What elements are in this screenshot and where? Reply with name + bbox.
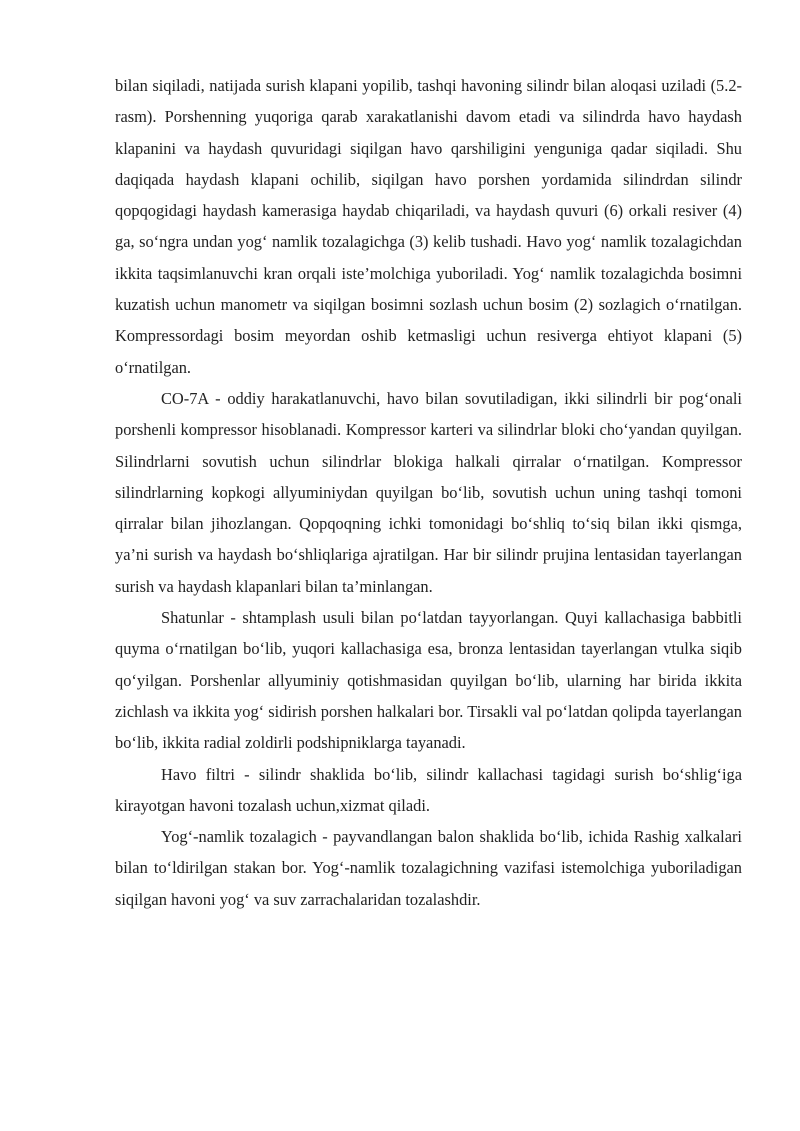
paragraph-shatunlar: Shatunlar - shtamplash usuli bilan po‘latdan tayyorlangan. Quyi kallachasiga babbitli quyma o‘rnatilgan bo‘lib, yuqori kallachasiga esa, bronza lentasidan tayerlangan vtulka siqib qo‘yilgan. Porshenlar allyuminiy qotishmasidan quyilgan bo‘lib, ularning har birida ikkita zichlash va ikkita yog‘ sidirish porshen halkalari bor. Tirsakli val po‘latdan qolipda tayerlangan bo‘lib, ikkita radial zoldirli podshipniklarga tayanadi. — [115, 608, 742, 753]
paragraph-havo-filtri: Havo filtri - silindr shaklida bo‘lib, silindr kallachasi tagidagi surish bo‘shlig‘iga kirayotgan havoni tozalash uchun,xizmat qiladi. — [115, 764, 742, 815]
paragraph-co7a-description: CO-7A - oddiy harakatlanuvchi, havo bilan sovutiladigan, ikki silindrli bir pog‘onali porshenli kompressor hisoblanadi. Kompressor karteri va silindrlar bloki cho‘yandan quyilgan. Silindrlarni sovutish uchun silindrlar blokiga halkali qirralar o‘rnatilgan. Kompressor silindrlarning kopkogi allyuminiydan quyilgan bo‘lib, sovutish uchun uning tashqi tomoni qirralar bilan jihozlangan. Qopqoqning ichki tomonidagi bo‘shliq to‘siq bilan ikki qismga, ya’ni surish va haydash bo‘shliqlariga ajratilgan. Har bir silindr prujina lentasidan tayerlangan surish va haydash klapanlari bilan ta’minlangan. — [115, 388, 742, 596]
document-page — [115, 70, 742, 915]
paragraph-yog-namlik-tozalagich: Yog‘-namlik tozalagich - payvandlangan balon shaklida bo‘lib, ichida Rashig xalkalari bilan to‘ldirilgan stakan bor. Yog‘-namlik tozalagichning vazifasi istemolchiga yuboriladigan siqilgan havoni yog‘ va suv zarrachalaridan tozalashdir. — [115, 827, 742, 909]
paragraph-compressor-cycle: bilan siqiladi, natijada surish klapani yopilib, tashqi havoning silindr bilan aloqasi uziladi (5.2-rasm). Porshenning yuqoriga qarab xarakatlanishi davom etadi va silindrda havo haydash klapanini va haydash quvuridagi siqilgan havo qarshiligini yenguniga qadar siqiladi. Shu daqiqada haydash klapani ochilib, siqilgan havo porshen yordamida silindrdan silindr qopqogidagi haydash kamerasiga haydab chiqariladi, va haydash quvuri (6) orkali resiver (4) ga, so‘ngra undan yog‘ namlik tozalagichga (3) kelib tushadi. Havo yog‘ namlik tozalagichdan ikkita taqsimlanuvchi kran orqali iste’molchiga yuboriladi. Yog‘ namlik tozalagichda bosimni kuzatish uchun manometr va siqilgan bosimni sozlash uchun bosim (2) sozlagich o‘rnatilgan. Kompressordagi bosim meyordan oshib ketmasligi uchun resiverga ehtiyot klapani (5) o‘rnatilgan. — [115, 76, 742, 377]
